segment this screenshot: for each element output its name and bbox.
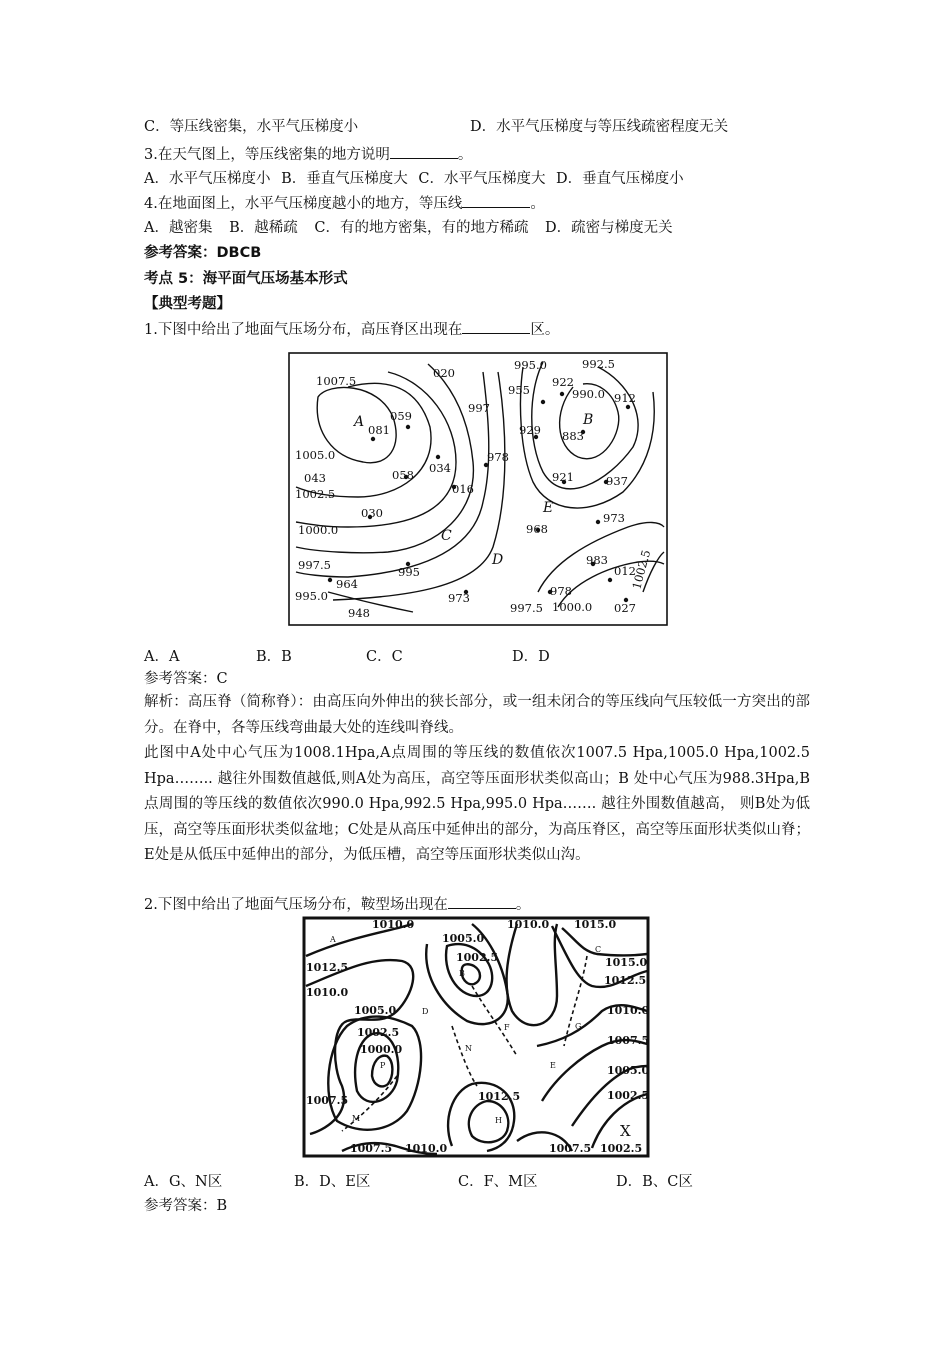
fig2-label: M <box>352 1114 361 1123</box>
fig2-label: 1010.0 <box>372 918 415 931</box>
ex1-option-b: B．B <box>256 649 292 665</box>
ex2-answer: 参考答案：B <box>144 1198 228 1214</box>
q3-stem <box>144 143 472 166</box>
fig2-label: P <box>380 1061 386 1070</box>
ex2-option-d: D．B、C区 <box>616 1174 693 1190</box>
fig1-label: 983 <box>586 553 608 567</box>
fig1-label: 059 <box>390 409 412 423</box>
q3-options: A．水平气压梯度小 B．垂直气压梯度大 C．水平气压梯度大 D．垂直气压梯度小 <box>144 171 684 187</box>
ex1-option-c: C．C <box>366 649 403 665</box>
fig1-label: 978 <box>487 450 509 464</box>
ex2-answer-blank <box>448 893 516 909</box>
q4-answer-blank <box>462 192 530 208</box>
fig1-label: 1002.5 <box>629 548 654 591</box>
fig1-label: 995.0 <box>295 589 328 603</box>
fig1-label: 973 <box>603 511 625 525</box>
fig2-label: 1012.5 <box>306 961 349 974</box>
fig1-label: 955 <box>508 383 530 397</box>
q3-stem-end: 。 <box>457 147 473 163</box>
fig2-label: E <box>550 1061 556 1070</box>
fig2-label: 1015.0 <box>605 956 648 969</box>
fig2-label: 1007.5 <box>306 1094 349 1107</box>
ex2-option-c: C．F、M区 <box>458 1174 538 1190</box>
q2-option-c: C．等压线密集，水平气压梯度小 <box>144 119 359 135</box>
fig1-label: 929 <box>519 423 541 437</box>
fig1-label: 937 <box>606 474 628 488</box>
fig2-label: N <box>465 1044 472 1053</box>
fig2-label: B <box>459 969 465 978</box>
ex1-stem-text: 1.下图中给出了地面气压场分布，高压脊区出现在 <box>144 322 463 338</box>
fig2-label: 1012.5 <box>478 1090 521 1103</box>
q3-stem-text: 3.在天气图上，等压线密集的地方说明 <box>144 147 390 163</box>
fig2-label: 1007.5 <box>607 1034 650 1047</box>
fig2-label: 1002.5 <box>357 1026 400 1039</box>
section-title: 考点 5：海平面气压场基本形式 <box>144 271 348 287</box>
ex1-stem-end: 区。 <box>530 322 560 338</box>
q4-stem-text: 4.在地面图上，水平气压梯度越小的地方，等压线 <box>144 196 463 212</box>
fig1-label: D <box>492 552 504 568</box>
answer-block: 参考答案：DBCB <box>144 245 262 261</box>
fig2-label: 1002.5 <box>600 1142 643 1155</box>
ex2-option-a: A．G、N区 <box>144 1174 223 1190</box>
fig1-label: 997 <box>468 401 490 415</box>
fig1-label: 034 <box>429 461 451 475</box>
fig1-label: 1002.5 <box>295 487 336 501</box>
q4-stem <box>144 192 545 215</box>
ex1-analysis-1: 解析：高压脊（简称脊）：由高压向外伸出的狭长部分，或一组未闭合的等压线向气压较低一方突出的部分。在脊中，各等压线弯曲最大处的连线叫脊线。 <box>144 694 810 736</box>
q4-options: A．越密集 B．越稀疏 C．有的地方密集，有的地方稀疏 D．疏密与梯度无关 <box>144 220 673 236</box>
fig1-label: 912 <box>614 391 636 405</box>
ex2-option-b: B．D、E区 <box>294 1174 371 1190</box>
fig2-label: C <box>595 945 602 954</box>
fig2-label: G <box>575 1022 582 1031</box>
fig2-label: 1002.5 <box>456 951 499 964</box>
fig1-label: 997.5 <box>298 558 331 572</box>
fig2-label: 1002.5 <box>607 1089 650 1102</box>
ex1-answer-blank <box>462 318 530 334</box>
fig2-label: F <box>504 1023 510 1032</box>
fig2-label: 1007.5 <box>350 1142 393 1155</box>
fig1-label: A <box>354 414 365 430</box>
fig2-label: 1000.0 <box>360 1043 403 1056</box>
ex1-stem <box>144 318 559 341</box>
fig2-label: 1005.0 <box>607 1064 650 1077</box>
fig1-label: B <box>583 412 594 428</box>
fig1-label: 990.0 <box>572 387 605 401</box>
fig1-label: 012 <box>614 564 636 578</box>
fig1-label: 081 <box>368 423 390 437</box>
ex2-stem <box>144 893 530 916</box>
q3-answer-blank <box>390 143 458 159</box>
typical-header: 【典型考题】 <box>144 296 231 312</box>
fig2-label: 1012.5 <box>604 974 647 987</box>
pressure-map-figure-2 <box>302 916 650 1158</box>
fig2-label: D <box>422 1007 429 1016</box>
fig2-label: 1005.0 <box>442 932 485 945</box>
ex1-option-a: A．A <box>144 649 180 665</box>
fig2-label: 1010.0 <box>306 986 349 999</box>
fig1-label: 992.5 <box>582 357 615 371</box>
pressure-map-figure-1 <box>288 352 668 626</box>
fig1-label: 016 <box>452 482 474 496</box>
fig1-label: 043 <box>304 471 326 485</box>
fig1-label: 973 <box>448 591 470 605</box>
fig1-label: C <box>441 528 452 544</box>
q2-option-d: D．水平气压梯度与等压线疏密程度无关 <box>470 119 729 135</box>
ex1-answer: 参考答案：C <box>144 671 228 687</box>
fig1-label: 995 <box>398 565 420 579</box>
fig1-label: 027 <box>614 601 636 615</box>
ex1-option-d: D．D <box>512 649 550 665</box>
fig1-label: 1000.0 <box>298 523 339 537</box>
fig2-label: 1010.0 <box>607 1004 650 1017</box>
ex2-stem-end: 。 <box>515 897 531 913</box>
fig1-label: 030 <box>361 506 383 520</box>
fig2-label: X <box>620 1122 631 1140</box>
fig1-label: 1007.5 <box>316 374 357 388</box>
fig2-label: 1005.0 <box>354 1004 397 1017</box>
fig1-label: 964 <box>336 577 358 591</box>
fig1-label: 1005.0 <box>295 448 336 462</box>
fig1-label: 978 <box>550 584 572 598</box>
fig1-label: E <box>543 500 554 516</box>
fig1-label: 995.0 <box>514 358 547 372</box>
fig2-label: H <box>495 1116 502 1125</box>
fig2-label: 1007.5 <box>549 1142 592 1155</box>
fig2-label: 1010.0 <box>507 918 550 931</box>
q4-stem-end: 。 <box>530 196 545 212</box>
fig1-label: 997.5 <box>510 601 543 615</box>
fig1-label: 948 <box>348 606 370 620</box>
ex1-analysis-2: 此图中A处中心气压为1008.1Hpa,A点周围的等压线的数值依次1007.5 Hpa,1005.0 Hpa,1002.5 Hpa…….. 越往外围数值越低,则A处为高压，高空等压面形状类似高山；B 处中心气压为988.3Hpa,B点周围的等压线的数值依次990.0 Hpa,992.5 Hpa,995.0 Hpa……. 越往外围数值越高， 则B处为低压，高空等压面形状类似盆地；C处是从高压中延伸出的部分，为高压脊区，高空等压面形状类似山脊；E处是从低压中延伸出的部分，为低压槽，高空等压面形状类似山沟。 <box>144 745 810 863</box>
fig2-label: A <box>330 935 336 944</box>
fig1-label: 058 <box>392 468 414 482</box>
fig1-label: 1000.0 <box>552 600 593 614</box>
fig1-label: 922 <box>552 375 574 389</box>
fig1-label: 883 <box>562 429 584 443</box>
fig2-label: 1010.0 <box>405 1142 448 1155</box>
fig1-label: 921 <box>552 470 574 484</box>
fig1-label: 968 <box>526 522 548 536</box>
ex2-stem-text: 2.下图中给出了地面气压场分布，鞍型场出现在 <box>144 897 448 913</box>
fig1-label: 020 <box>433 366 455 380</box>
fig2-label: 1015.0 <box>574 918 617 931</box>
